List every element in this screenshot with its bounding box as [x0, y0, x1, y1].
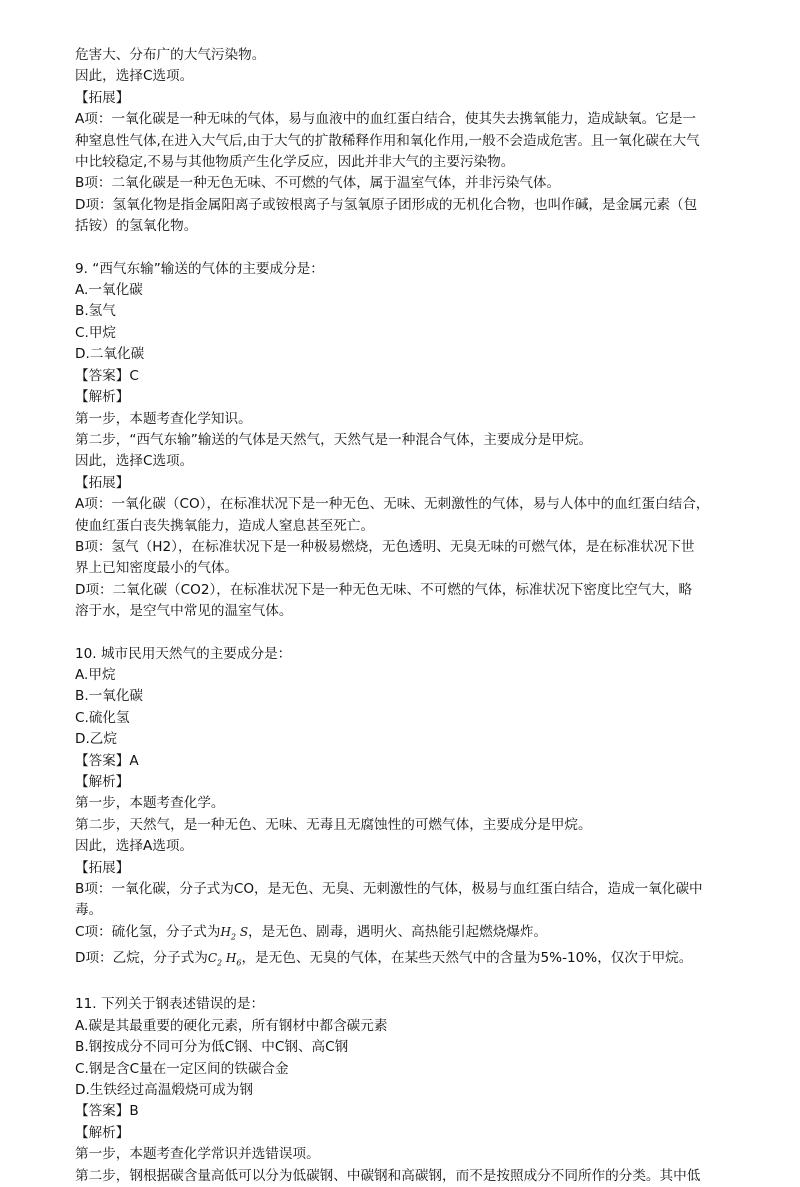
- text-suffix: ，是无色、剧毒，遇明火、高热能引起燃烧爆炸。: [248, 923, 548, 940]
- option-a: A.一氧化碳: [75, 282, 143, 299]
- text-suffix: ，是无色、无臭的气体，在某些天然气中的含量为5%-10%，仅次于甲烷。: [241, 949, 693, 966]
- analysis-heading: 【解析】: [75, 774, 130, 790]
- text-line: 第二步，“西气东输”输送的气体是天然气，天然气是一种混合气体，主要成分是甲烷。: [75, 431, 593, 448]
- text-line: 毒。: [75, 902, 103, 919]
- analysis-heading: 【解析】: [75, 389, 130, 406]
- text-line: D项：氢氧化物是指金属阳离子或铵根离子与氢氧原子团形成的无机化合物，也叫作碱，是金属元素（包: [75, 196, 698, 213]
- text-line: B项：氢气（H2），在标准状况下是一种极易燃烧，无色透明、无臭无味的可燃气体，是在标准状况下世: [75, 538, 695, 555]
- text-line: 界上已知密度最小的气体。: [75, 560, 239, 577]
- text-line: 因此，选择C选项。: [75, 453, 194, 470]
- question-11: [75, 994, 764, 1187]
- option-d: D.生铁经过高温煅烧可成为钢: [75, 1082, 253, 1099]
- text-prefix: C项：硫化氢，分子式为: [75, 923, 221, 940]
- text-line: 危害大、分布广的大气污染物。: [75, 47, 266, 63]
- text-line: A项：一氧化碳（CO），在标准状况下是一种无色、无味、无刺激性的气体，易与人体中的血红蛋白结合，: [75, 496, 710, 513]
- option-c: C.钢是含C量在一定区间的铁碳合金: [75, 1060, 289, 1077]
- analysis-heading: 【解析】: [75, 1124, 130, 1141]
- formula-h2s: $H_2$ S: [220, 924, 249, 942]
- text-line-c2h6: [75, 948, 764, 974]
- option-c: C.硫化氢: [75, 709, 130, 726]
- question-9: [75, 259, 764, 623]
- text-line: 括铵）的氢氧化物。: [75, 218, 198, 235]
- previous-question-continuation: [75, 45, 764, 238]
- text-line: 使血红蛋白丧失携氧能力，造成人窒息甚至死亡。: [75, 517, 375, 534]
- text-line: 【拓展】: [75, 89, 130, 106]
- text-prefix: D项：乙烷，分子式为: [75, 949, 208, 966]
- option-d: D.乙烷: [75, 731, 117, 748]
- text-line: 种窒息性气体,在进入大气后,由于大气的扩散稀释作用和氧化作用,一般不会造成危害。且一氧化碳在大气: [75, 132, 700, 149]
- question-title: 11. 下列关于钢表述错误的是：: [75, 996, 265, 1013]
- extension-heading: 【拓展】: [75, 859, 130, 876]
- answer: 【答案】A: [75, 752, 139, 769]
- option-b: B.一氧化碳: [75, 688, 144, 705]
- text-line: 第一步，本题考查化学知识。: [75, 410, 252, 427]
- text-line: A项：一氧化碳是一种无味的气体，易与血液中的血红蛋白结合，使其失去携氧能力，造成缺氧。它是一: [75, 111, 697, 128]
- text-line: B项：一氧化碳，分子式为CO，是无色、无臭、无刺激性的气体，极易与血红蛋白结合，造成一氧化碳中: [75, 881, 703, 898]
- text-line: 溶于水，是空气中常见的温室气体。: [75, 603, 293, 620]
- question-10: [75, 644, 764, 974]
- option-a: A.碳是其最重要的硬化元素，所有钢材中都含碳元素: [75, 1017, 388, 1034]
- text-line: 第一步，本题考查化学。: [75, 795, 225, 812]
- option-b: B.钢按成分不同可分为低C钢、中C钢、高C钢: [75, 1039, 349, 1056]
- paragraph-gap: [75, 238, 764, 259]
- question-title: 9. “西气东输”输送的气体的主要成分是：: [75, 260, 324, 277]
- formula-c2h6: $C_2$ $H_6$: [207, 950, 242, 968]
- text-line: D项：二氧化碳（CO2），在标准状况下是一种无色无味、不可燃的气体，标准状况下密度比空气大，略: [75, 581, 693, 598]
- option-c: C.甲烷: [75, 324, 117, 341]
- option-d: D.二氧化碳: [75, 346, 145, 363]
- text-line: 第二步，钢根据碳含量高低可以分为低碳钢、中碳钢和高碳钢，而不是按照成分不同所作的分类。其中低: [75, 1167, 701, 1184]
- answer: 【答案】C: [75, 367, 139, 384]
- text-line: 因此，选择A选项。: [75, 838, 194, 855]
- text-line: 中比较稳定,不易与其他物质产生化学反应，因此并非大气的主要污染物。: [75, 154, 515, 171]
- option-a: A.甲烷: [75, 666, 116, 683]
- text-line: B项：二氧化碳是一种无色无味、不可燃的气体，属于温室气体，并非污染气体。: [75, 175, 561, 192]
- paragraph-gap: [75, 973, 764, 994]
- extension-heading: 【拓展】: [75, 474, 130, 491]
- paragraph-gap: [75, 623, 764, 644]
- text-line: 第二步，天然气，是一种无色、无味、无毒且无腐蚀性的可燃气体，主要成分是甲烷。: [75, 816, 592, 833]
- text-line-h2s: [75, 922, 764, 948]
- text-line: 第一步，本题考查化学常识并选错误项。: [75, 1146, 320, 1163]
- answer: 【答案】B: [75, 1103, 139, 1120]
- text-line: 因此，选择C选项。: [75, 68, 194, 85]
- question-title: 10. 城市民用天然气的主要成分是：: [75, 645, 292, 662]
- option-b: B.氢气: [75, 303, 116, 320]
